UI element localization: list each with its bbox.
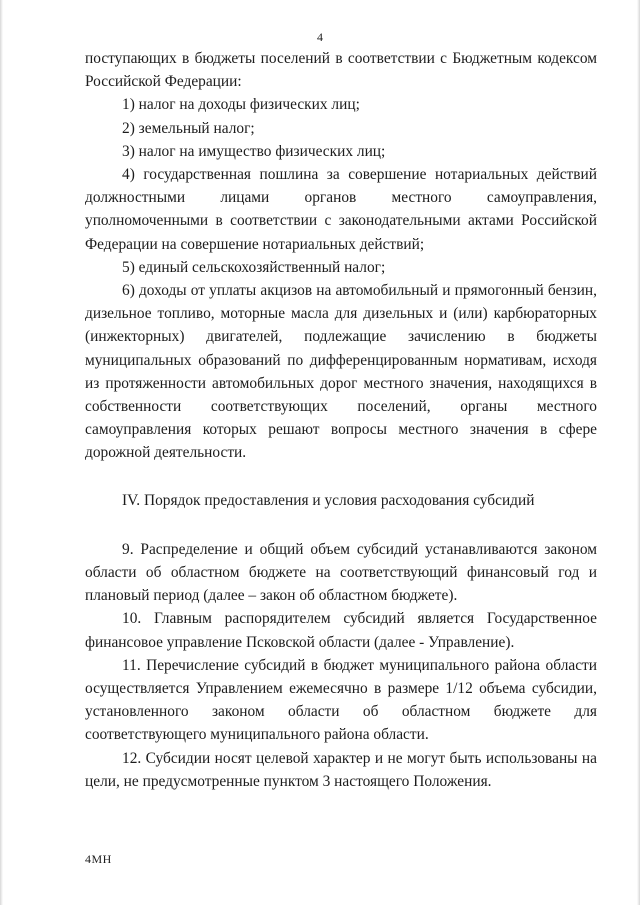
clause-11: 11. Перечисление субсидий в бюджет муниципального района области осуществляется Управлением ежемесячно в размере 1/12 объема субсидии, установленного законом области об областном бюджете для соответствующего муниципального района области. xyxy=(85,656,597,744)
paragraph-continuation: поступающих в бюджеты поселений в соответствии с Бюджетным кодексом Российской Федерации: xyxy=(85,50,597,91)
clause-10: 10. Главным распорядителем субсидий является Государственное финансовое управление Псковской области (далее - Управление). xyxy=(85,610,597,651)
list-item-agricultural-tax: 5) единый сельскохозяйственный налог; xyxy=(122,258,386,276)
section-heading: IV. Порядок предоставления и условия расходования субсидий xyxy=(122,491,535,509)
list-item-income-tax: 1) налог на доходы физических лиц; xyxy=(122,96,360,114)
scan-edge-left xyxy=(0,0,3,905)
list-item-land-tax: 2) земельный налог; xyxy=(122,119,255,137)
clause-12: 12. Субсидии носят целевой характер и не могут быть использованы на цели, не предусмотренные пунктом 3 настоящего Положения. xyxy=(85,749,597,790)
list-item-property-tax: 3) налог на имущество физических лиц; xyxy=(122,142,386,160)
document-body xyxy=(85,47,597,793)
footer-code: 4МН xyxy=(85,852,112,866)
page-number: 4 xyxy=(317,30,323,44)
list-item-state-duty: 4) государственная пошлина за совершение нотариальных действий должностными лицами органов местного самоуправления, уполномоченными в соответствии с законодательными актами Российской Федерации на совершение нотариальных действий; xyxy=(85,166,597,253)
clause-9: 9. Распределение и общий объем субсидий устанавливаются законом области об областном бюджете на соответствующий финансовый год и плановый период (далее – закон об областном бюджете). xyxy=(85,540,597,605)
list-item-excise-income: 6) доходы от уплаты акцизов на автомобильный и прямогонный бензин, дизельное топливо, моторные масла для дизельных и (или) карбюраторных (инжекторных) двигателей, подлежащие зачислению в бюджеты муниципальных образований по дифференцированным нормативам, исходя из протяженности автомобильных дорог местного значения, находящихся в собственности соответствующих поселений, органы местного самоуправления которых решают вопросы местного значения в сфере дорожной деятельности. xyxy=(85,282,597,462)
